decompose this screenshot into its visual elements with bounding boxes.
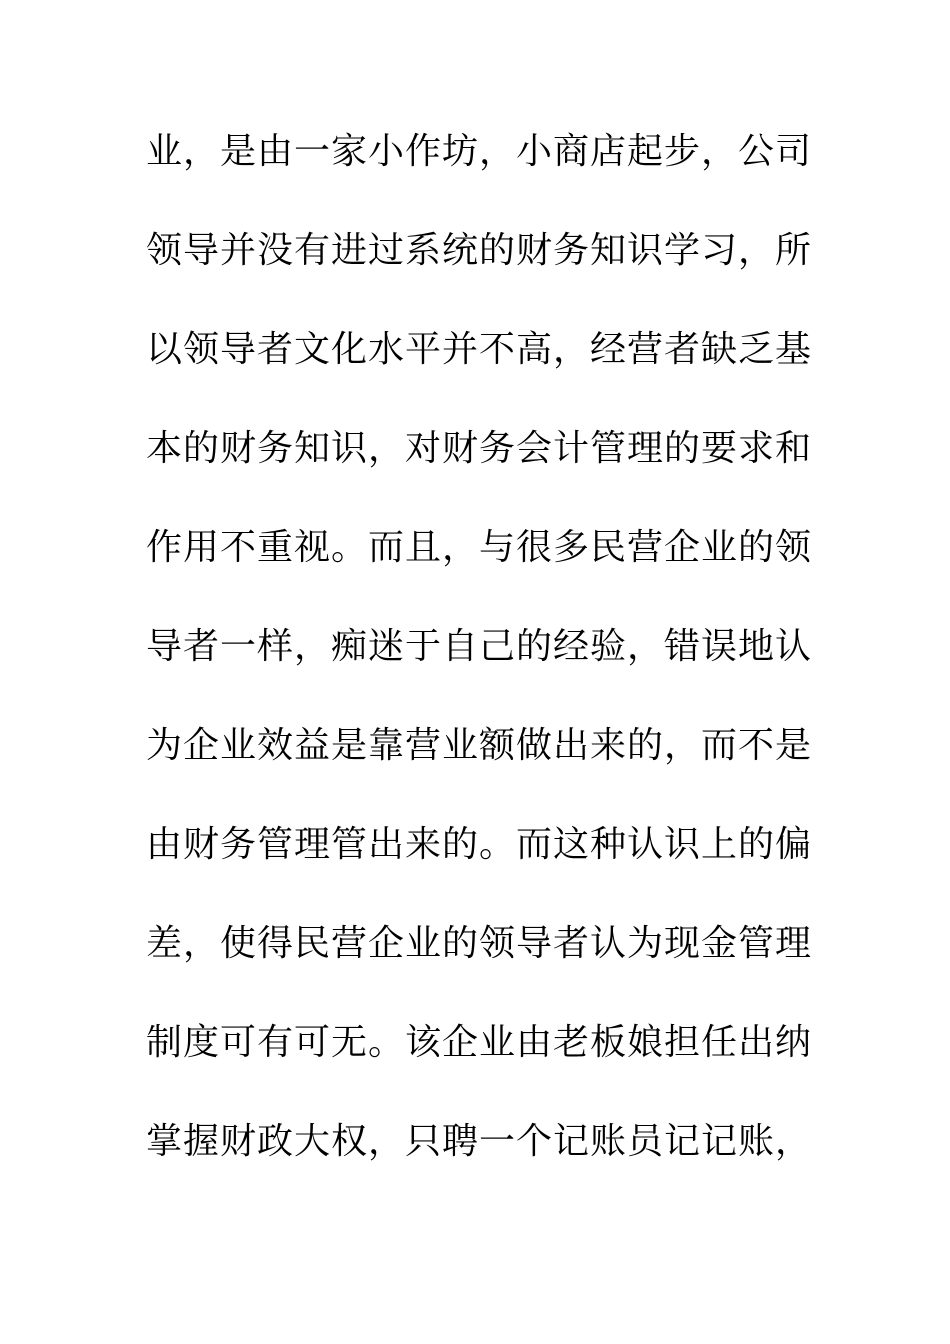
text-line-2: 领导并没有进过系统的财务知识学习，所 xyxy=(146,230,813,271)
text-line-4: 本的财务知识，对财务会计管理的要求和 xyxy=(146,428,813,469)
text-line-5: 作用不重视。而且，与很多民营企业的领 xyxy=(146,527,813,568)
body-text xyxy=(146,122,816,1211)
text-line-9: 差，使得民营企业的领导者认为现金管理 xyxy=(146,923,813,964)
text-line-3: 以领导者文化水平并不高，经营者缺乏基 xyxy=(146,329,813,370)
text-line-11: 掌握财政大权，只聘一个记账员记记账， xyxy=(146,1121,813,1162)
text-line-1: 业，是由一家小作坊，小商店起步，公司 xyxy=(146,131,813,172)
text-line-6: 导者一样，痴迷于自己的经验，错误地认 xyxy=(146,626,813,667)
text-line-10: 制度可有可无。该企业由老板娘担任出纳 xyxy=(146,1022,813,1063)
text-line-7: 为企业效益是靠营业额做出来的，而不是 xyxy=(146,725,813,766)
text-line-8: 由财务管理管出来的。而这种认识上的偏 xyxy=(146,824,813,865)
